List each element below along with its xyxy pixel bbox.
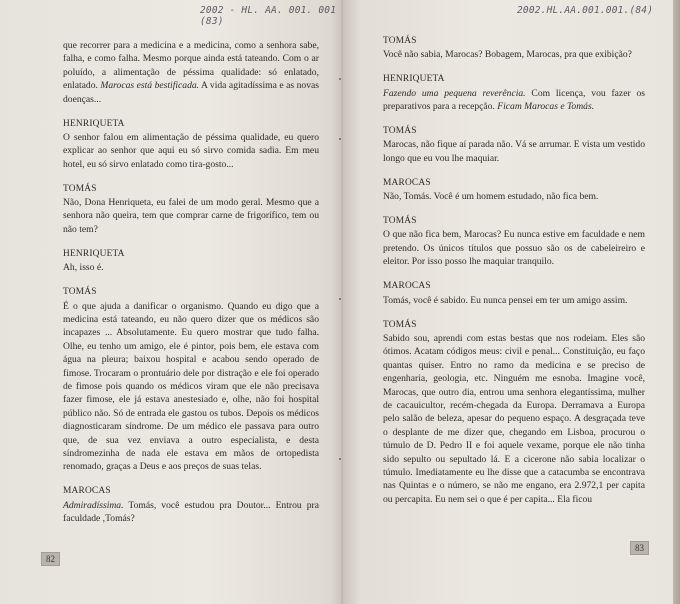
right-catalog-note: 2002.HL.AA.001.001.(84)	[517, 5, 654, 16]
speaker-name: MAROCAS	[63, 486, 111, 497]
dialogue-text: O senhor falou em alimentação de péssima qualidade, eu quero explicar ao senhor que aqui eu só sirvo comida sadia. Em meu hotel, eu só sirvo enlatado como tira-gosto...	[63, 131, 319, 170]
speaker-name: HENRIQUETA	[63, 248, 125, 259]
speaker-name: HENRIQUETA	[383, 74, 445, 85]
dialogue-block	[63, 286, 319, 474]
dialogue-text: que recorrer para a medicina e a medicina, como a senhora sabe, falha, e como falha. Mesmo porque ainda está tateando. Com o ar poluído, a alimentação de péssima qualidade: só enlatado, enlatado. Marocas está bestificada. A vida agitadíssima e as novas doenças...	[63, 40, 319, 105]
speaker-name: HENRIQUETA	[63, 118, 125, 129]
dialogue-text: É o que ajuda a danificar o organismo. Quando eu digo que a medicina está tateando, eu não quero dizer que os médicos são incapazes ... Absolutamente. Eu quero mostrar que tudo falha. Olhe, eu tenho um amigo, ele é pintor, pois bem, ele estava com água na pleura; baixou hospital e acabou sendo operado de fimose. Trocaram o prontuário dele por distração e ele foi operado de fimose pois quando os médicos viram que ele não precisava fazer fimose, ele já estava anestesiado e, olhe, não foi hospital público não. Só de entrada ele gastou os tubos. Depois os médicos diagnosticaram síndrome. De um médico ele passava para outro que, de sua vez enviava a outro especialista, e desta síndromezinha de nada ele estava em mãos de ortopedista renomado, graças a Deus e aos preços de suas telas.	[63, 300, 319, 473]
dialogue-block	[63, 485, 319, 525]
binding-mark	[339, 138, 341, 140]
right-page-number: 83	[630, 541, 649, 555]
left-page-text	[63, 39, 319, 537]
speaker-name: TOMÁS	[383, 36, 417, 46]
dialogue-block	[63, 248, 319, 275]
dialogue-text: Você não sabia, Marocas? Bobagem, Marocas, pra que exibição?	[383, 49, 632, 61]
speaker-name: TOMÁS	[383, 126, 417, 137]
speaker-name: TOMÁS	[63, 183, 97, 194]
binding-mark	[339, 298, 341, 300]
dialogue-text: Tomás, você é sabido. Eu nunca pensei em ter um amigo assim.	[383, 294, 628, 306]
left-catalog-note: 2002 - HL. AA. 001. 001 (83)	[200, 5, 337, 27]
dialogue-block	[383, 319, 645, 507]
right-page-text	[383, 35, 645, 518]
binding-mark	[339, 458, 341, 460]
dialogue-text: Não, Dona Henriqueta, eu falei de um modo geral. Mesmo que a senhora não queira, tem que comprar carne de frigorífico, tem ou não tem?	[63, 197, 319, 235]
dialogue-block	[383, 215, 645, 269]
right-page	[343, 0, 673, 604]
speaker-name: TOMÁS	[383, 216, 417, 227]
speaker-name: TOMÁS	[383, 319, 417, 330]
dialogue-text: Admiradíssima. Tomás, você estudou pra Doutor... Entrou pra faculdade ,Tomás?	[63, 499, 319, 525]
speaker-name: MAROCAS	[383, 177, 431, 188]
left-page-number: 82	[41, 552, 60, 566]
dialogue-block	[383, 35, 645, 62]
dialogue-block	[63, 183, 319, 237]
dialogue-block	[63, 118, 319, 172]
dialogue-block	[383, 125, 645, 165]
dialogue-text: Sabido sou, aprendi com estas bestas que nos rodeiam. Eles são ótimos. Acatam códigos meus: civil e penal... Constituição, eu faço quantas quiser. Entro no ramo da medicina e se preciso de engenharia, geologia, etc. Ninguém me esnoba. Imagine você, Marocas, que outro dia, entrou uma senhora elegantíssima, mulher de cacauicultor, recém-chegada da Europa. Derramava a Europa pelo salão de beleza, apesar do pequeno espaço. A desgraçada teve o desplante de me dizer que, chegando em Lisboa, procurou o túmulo de D. Pedro II e foi aquele vexame, porque ele não tinha sido sepulto ou sepultado lá. E a cicerone não sabia localizar o túmulo. Imediatamente eu lhe disse que a catacumba se encontrava nas Quintas e o número, se não me engano, era 2.972,1 per capita ou percapita. Eu nem sei o que é per capita... Ela ficou	[383, 332, 645, 505]
dialogue-text: Fazendo uma pequena reverência. Com licença, vou fazer os preparativos para a recepção. Ficam Marocas e Tomás.	[383, 87, 645, 113]
page-edge	[673, 0, 680, 604]
dialogue-block	[383, 73, 645, 113]
dialogue-block	[63, 39, 319, 106]
speaker-name: MAROCAS	[383, 281, 431, 292]
dialogue-text: Marocas, não fique aí parada não. Vá se arrumar. E vista um vestido longo que eu vou lhe maquiar.	[383, 139, 645, 164]
dialogue-text: Ah, isso é.	[63, 262, 104, 274]
dialogue-text: Não, Tomás. Você é um homem estudado, não fica bem.	[383, 191, 599, 203]
speaker-name: TOMÁS	[63, 287, 97, 298]
dialogue-block	[383, 177, 645, 204]
binding-mark	[339, 78, 341, 80]
dialogue-block	[383, 280, 645, 307]
dialogue-text: O que não fica bem, Marocas? Eu nunca estive em faculdade e nem pretendo. Os únicos títulos que possuo são os de cabeleireiro e eleitor. Por isso posso lhe maquiar tranquilo.	[383, 229, 645, 268]
